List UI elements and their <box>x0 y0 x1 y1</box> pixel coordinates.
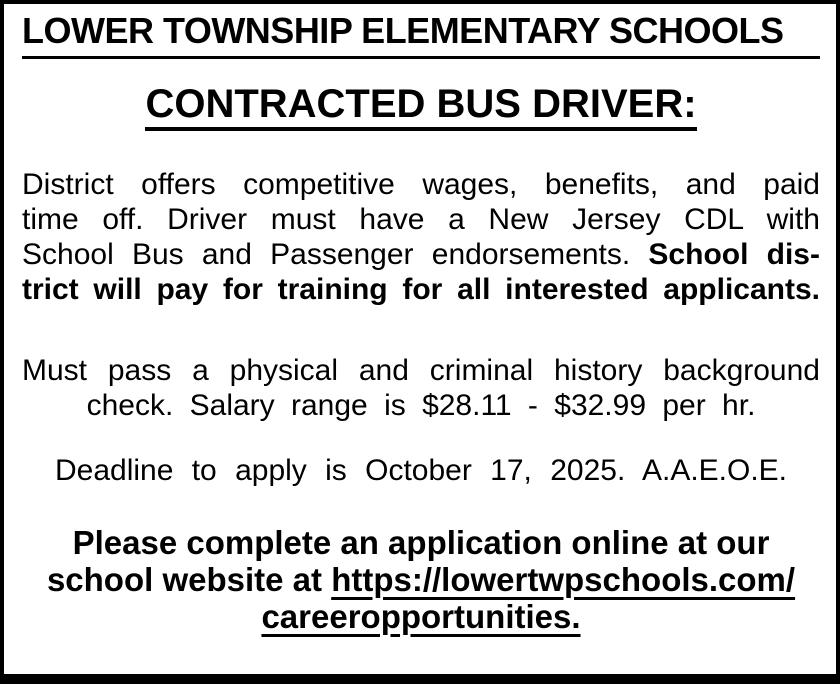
intro-line-1: District offers competitive wages, benefits, and paid <box>22 168 820 201</box>
intro-line-3-bold-text: School dis- <box>648 238 820 271</box>
job-title-heading: CONTRACTED BUS DRIVER: <box>145 83 696 131</box>
intro-line-3-normal-text: School Bus and Passenger endorsements. <box>22 238 649 271</box>
apply-paragraph <box>22 524 820 635</box>
apply-line-3 <box>22 598 820 635</box>
application-url-part-1: https://lowertwpschools.com/ <box>331 561 796 598</box>
intro-line-3 <box>22 237 820 272</box>
requirements-line-1: Must pass a physical and criminal history background <box>22 354 820 387</box>
deadline-text: Deadline to apply is October 17, 2025. A.A.E.O.E. <box>54 454 788 487</box>
apply-line-2-normal-text: school website at <box>46 561 332 598</box>
intro-paragraph <box>22 167 820 307</box>
application-url-part-2: careeropportunities. <box>261 598 581 635</box>
job-title-row <box>22 83 820 131</box>
intro-line-2: time off. Driver must have a New Jersey CDL with <box>22 203 820 236</box>
intro-line-4-bold-text: trict will pay for training for all interested applicants. <box>22 273 820 306</box>
requirements-paragraph <box>22 353 820 423</box>
apply-line-1: Please complete an application online at our <box>72 524 770 561</box>
salary-range-text: check. Salary range is $28.11 - $32.99 per hr. <box>86 389 756 422</box>
deadline-paragraph <box>22 453 820 488</box>
school-name-heading: LOWER TOWNSHIP ELEMENTARY SCHOOLS <box>22 10 820 59</box>
apply-line-2 <box>22 561 820 598</box>
